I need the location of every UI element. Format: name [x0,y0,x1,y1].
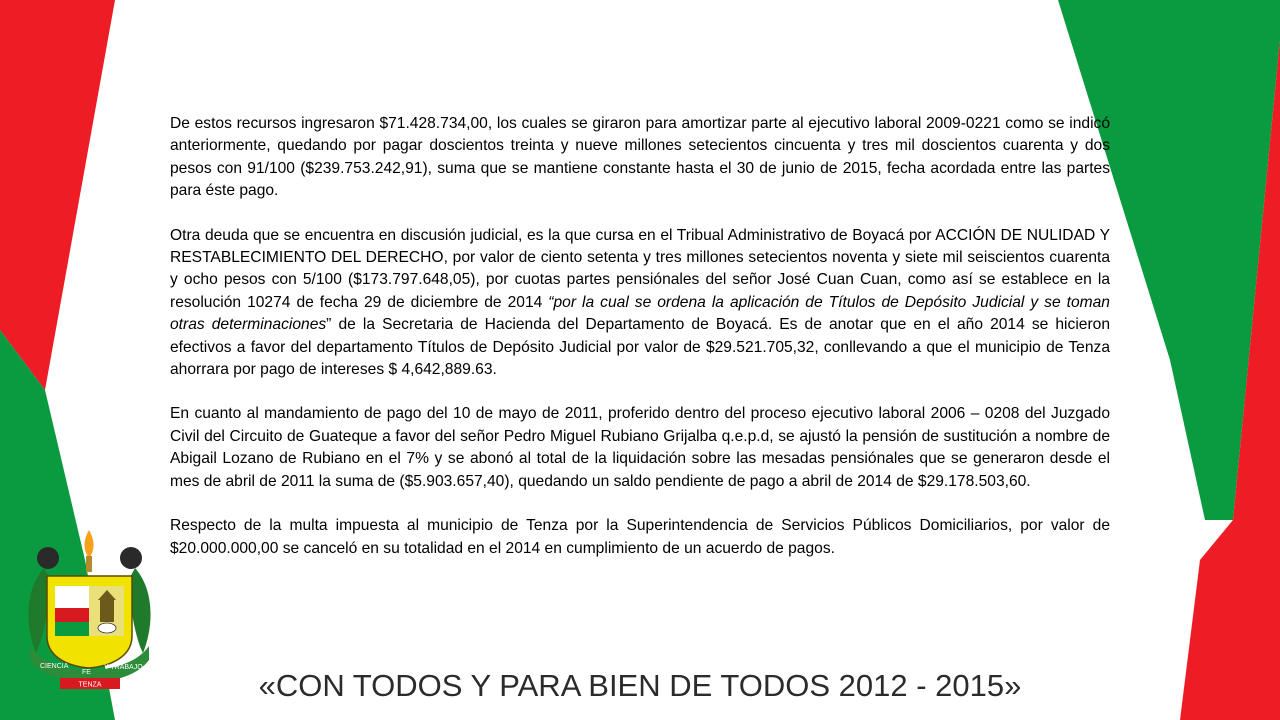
crest-church-icon [100,600,114,622]
crest-field-white [55,586,89,608]
paragraph-otra-deuda [170,225,1110,382]
document-body [170,113,1110,560]
crest-field-red [55,608,89,622]
footer-slogan: «CON TODOS Y PARA BIEN DE TODOS 2012 - 2015» [258,668,1022,703]
left-red-stripe [0,0,115,390]
paragraph-multa: Respecto de la multa impuesta al municipio de Tenza por la Superintendencia de Servicios Públicos Domiciliarios, por valor de $20.000.000,00 se canceló en su totalidad en el 2014 en cumplimiento de un acuerdo de pagos. [170,517,1110,557]
crest-ribbon-right: Y TRABAJO [104,664,143,671]
crest-field-green [55,622,89,636]
crest-head-right [120,547,142,569]
paragraph-quote: “por la cual se ordena la aplicación de Títulos de Depósito Judicial y se toman otras determinaciones [170,293,1110,334]
paragraph-text: ” de la Secretaria de Hacienda del Departamento de Boyacá. Es de anotar que en el año 2014 se hicieron efectivos a favor del departamento Títulos de Depósito Judicial por valor de $29.521.705,32, conllevando a que el municipio de Tenza ahorrara por pago de intereses $ 4,642,889.63. [170,316,1110,379]
crest-town: TENZA [78,681,102,689]
crest-ribbon-left: CIENCIA [40,663,69,670]
paragraph-mandamiento: En cuanto al mandamiento de pago del 10 de mayo de 2011, proferido dentro del proceso ejecutivo laboral 2006 – 0208 del Juzgado Civil del Circuito de Guateque a favor del señor Pedro Miguel Rubiano Grijalba q.e.p.d, se ajustó la pensión de sustitución a nombre de Abigail Lozano de Rubiano en el 7% y se abonó al total de la liquidación sobre las mesadas pensiónales que se generaron desde el mes de abril de 2011 la suma de ($5.903.657,40), quedando un saldo pendiente de pago a abril de 2014 de $29.178.503,60. [170,405,1110,490]
paragraph-text: Otra deuda que se encuentra en discusión judicial, es la que cursa en el Tribual Administrativo de Boyacá por ACCIÓN DE NULIDAD Y RESTABLECIMIENTO DEL DERECHO, por valor de ciento setenta y tres millones setecientos noventa y siete mil seiscientos cuarenta y ocho pesos con 5/100 ($173.797.648,05), por cuotas partes pensiónales del señor José Cuan Cuan, como así se establece en la resolución 10274 de fecha 29 de diciembre de 2014 [170,226,1110,311]
crest-head-left [37,547,59,569]
crest-ribbon-mid: FE [82,669,91,676]
crest-oval [98,623,116,633]
crest-flame-icon [84,530,93,558]
paragraph-recursos: De estos recursos ingresaron $71.428.734,00, los cuales se giraron para amortizar parte al ejecutivo laboral 2009-0221 como se indicó anteriormente, quedando por pagar doscientos treinta y nueve millones setecientos cincuenta y tres mil doscientos cuarenta y dos pesos con 91/100 ($239.753.242,91), suma que se mantiene constante hasta el 30 de junio de 2015, fecha acordada entre las partes para éste pago. [170,115,1110,200]
crest-torch [86,556,92,572]
